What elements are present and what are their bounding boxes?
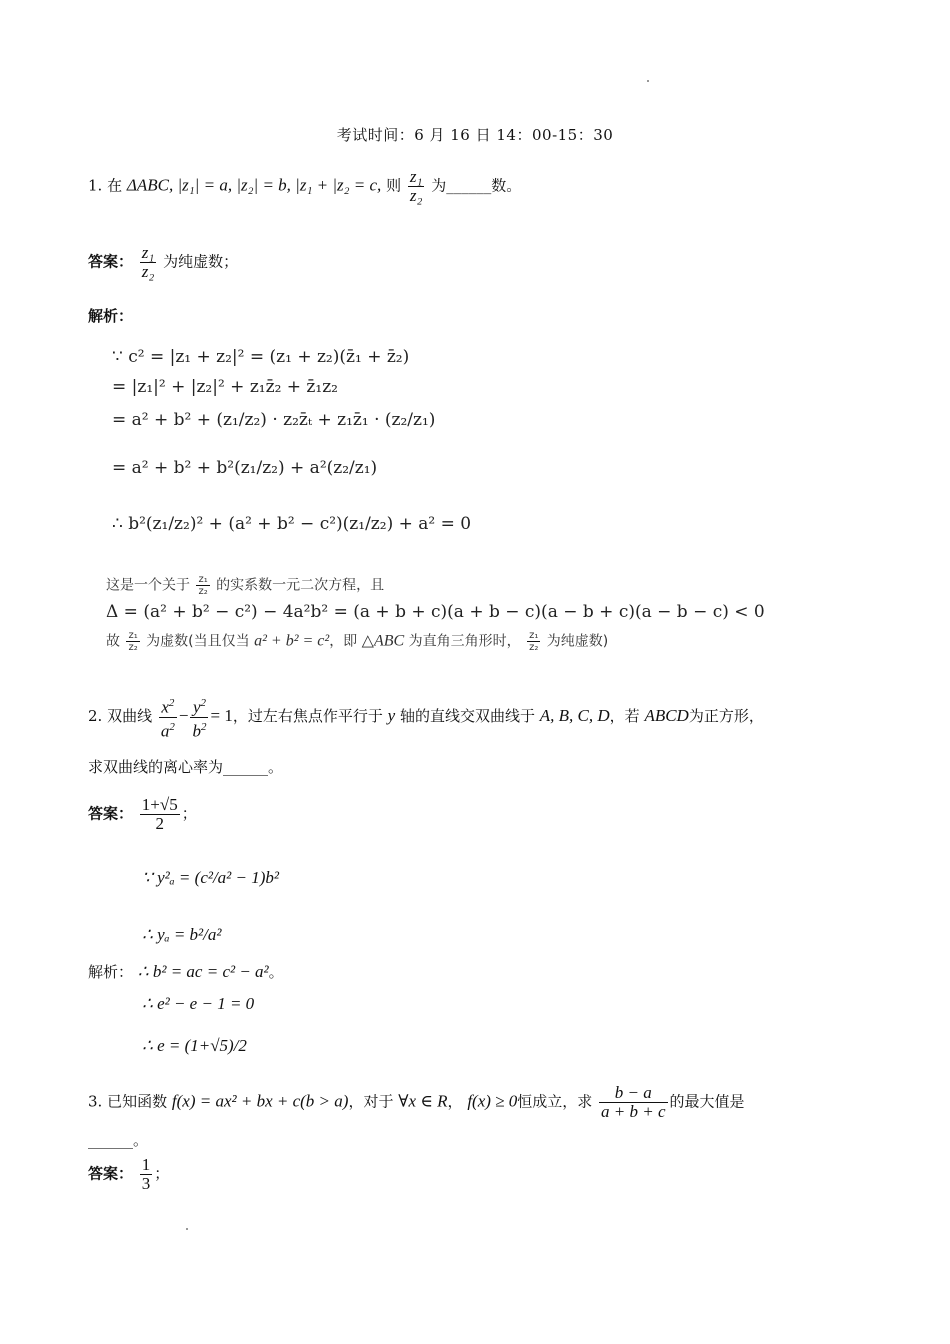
fraction-y2-over-b2 bbox=[190, 694, 208, 740]
fraction-z1-over-z2 bbox=[196, 574, 209, 597]
derivation-line-2: ∴ yₐ = b²/a² bbox=[142, 925, 222, 944]
derivation-line-5: ∴ e = (1+√5)/2 bbox=[142, 1036, 247, 1055]
analysis-note-1 bbox=[106, 574, 384, 597]
punctuation: 。 bbox=[133, 1131, 149, 1149]
question-condition: ΔABC, |z₁| = a, |z₂| = b, |z₁ + |z₂ = c, bbox=[126, 175, 382, 195]
derivation-line-2: = |z₁|² + |z₂|² + z₁z̄₂ + z̄₁z₂ bbox=[112, 377, 338, 397]
numerator: 1 bbox=[141, 1155, 151, 1174]
analysis-label: 解析： bbox=[88, 307, 134, 325]
note-text: 为纯虚数) bbox=[546, 633, 609, 650]
numerator: $y^2$ bbox=[190, 694, 208, 718]
question-text: 为正方形， bbox=[688, 707, 764, 726]
denominator: z₂ bbox=[529, 642, 539, 653]
note-text: 为直角三角形时， bbox=[408, 633, 521, 650]
fraction-z1-over-z2 bbox=[140, 244, 157, 281]
answer-fraction bbox=[140, 1156, 153, 1193]
forall-condition: ∀x ∈ R bbox=[398, 1091, 448, 1111]
denominator: a + b + c bbox=[601, 1102, 666, 1121]
question-text: 数。 bbox=[491, 176, 522, 195]
denominator: z₂ bbox=[198, 586, 208, 597]
answer-blank: ______ bbox=[88, 1131, 133, 1149]
derivation-line-1: ∵ c² = |z₁ + z₂|² = (z₁ + z₂)(z̄₁ + z̄₂) bbox=[112, 347, 410, 367]
note-text: 故 bbox=[106, 633, 120, 650]
equation-tail: = 1 bbox=[210, 706, 233, 726]
function-definition: f(x) = ax² + bx + c(b > a) bbox=[171, 1091, 349, 1111]
question-text: ，对于 bbox=[348, 1092, 394, 1111]
punctuation: ； bbox=[181, 804, 197, 823]
question-text: ，若 bbox=[609, 707, 640, 726]
question-text: 在 bbox=[107, 176, 123, 195]
derivation-line-3: = a² + b² + (z₁/z₂) · z₂z̄ₜ + z₁z̄₁ · (z₂/z₁) bbox=[112, 410, 436, 430]
question-number: 1. bbox=[88, 176, 103, 195]
denominator: 2 bbox=[155, 814, 164, 833]
denominator: $a^2$ bbox=[160, 720, 175, 741]
question-text: 恒成立，求 bbox=[517, 1092, 593, 1111]
question-3 bbox=[88, 1084, 745, 1121]
question-text: 求双曲线的离心率为 bbox=[88, 758, 224, 776]
math-square: ABCD bbox=[644, 706, 689, 726]
math-points: A, B, C, D bbox=[539, 706, 610, 726]
note-math: a² + b² = c² bbox=[254, 632, 330, 650]
question-text: 则 bbox=[386, 176, 402, 195]
fraction-x2-over-a2 bbox=[159, 694, 177, 740]
numerator: z₁ bbox=[409, 167, 423, 186]
fraction-z1-over-z2 bbox=[527, 630, 540, 653]
fraction-z1-over-z2 bbox=[408, 168, 425, 205]
note-text: 的实系数一元二次方程，且 bbox=[216, 577, 385, 594]
note-text: ，即 bbox=[329, 633, 358, 650]
question-2-line-2 bbox=[88, 757, 283, 777]
derivation-line-5: ∴ b²(z₁/z₂)² + (a² + b² − c²)(z₁/z₂) + a² = 0 bbox=[112, 514, 472, 534]
question-text: 。 bbox=[268, 758, 284, 776]
question-number: 2. bbox=[88, 707, 103, 726]
answer-text: 为纯虚数； bbox=[163, 252, 239, 271]
answer-blank: ______ bbox=[446, 176, 492, 195]
numerator: z₁ bbox=[529, 630, 539, 641]
note-text: 这是一个关于 bbox=[106, 577, 190, 594]
answer-blank: ______ bbox=[223, 758, 269, 776]
answer-label: 答案： bbox=[88, 1164, 134, 1183]
question-text: 的最大值是 bbox=[669, 1092, 745, 1111]
numerator: 1+√5 bbox=[141, 795, 178, 814]
inequality: f(x) ≥ 0 bbox=[467, 1091, 518, 1111]
numerator: b − a bbox=[599, 1084, 668, 1103]
question-number: 3. bbox=[88, 1092, 103, 1111]
numerator: $x^2$ bbox=[159, 694, 177, 718]
note-text: 为虚数(当且仅当 bbox=[146, 633, 250, 650]
analysis-2-line-3 bbox=[88, 962, 284, 982]
numerator: z₁ bbox=[198, 574, 208, 585]
question-3-line-2 bbox=[88, 1130, 148, 1150]
question-text: ， bbox=[447, 1092, 463, 1111]
punctuation: 。 bbox=[268, 963, 284, 981]
denominator: z₂ bbox=[141, 262, 155, 281]
derivation-line-4: = a² + b² + b²(z₁/z₂) + a²(z₂/z₁) bbox=[112, 458, 378, 478]
question-text: 已知函数 bbox=[107, 1092, 168, 1111]
question-text: ，过左右焦点作平行于 bbox=[232, 707, 383, 726]
numerator: z₁ bbox=[141, 243, 155, 262]
analysis-note-3 bbox=[106, 630, 608, 653]
denominator: 3 bbox=[141, 1174, 151, 1193]
answer-3 bbox=[88, 1156, 169, 1193]
fraction-z1-over-z2 bbox=[126, 630, 139, 653]
denominator: z₂ bbox=[409, 186, 423, 205]
delta-inequality: Δ = (a² + b² − c²) − 4a²b² = (a + b + c)(a + b − c)(a − b + c)(a − b − c) < 0 bbox=[106, 602, 765, 622]
note-math: △ABC bbox=[361, 632, 405, 650]
question-text: 双曲线 bbox=[107, 707, 153, 726]
answer-1 bbox=[88, 244, 238, 281]
question-text: 轴的直线交双曲线于 bbox=[399, 707, 535, 726]
denominator: z₂ bbox=[128, 642, 138, 653]
denominator: $b^2$ bbox=[192, 720, 207, 741]
derivation-line-1: ∵ y²ₐ = (c²/a² − 1)b² bbox=[142, 868, 280, 887]
math-var: y bbox=[387, 706, 396, 726]
punctuation: ； bbox=[154, 1164, 170, 1183]
scan-speck bbox=[647, 80, 649, 82]
answer-2 bbox=[88, 796, 197, 833]
derivation-line-4: ∴ e² − e − 1 = 0 bbox=[142, 994, 255, 1013]
numerator: z₁ bbox=[128, 630, 138, 641]
answer-fraction bbox=[140, 796, 180, 833]
scan-speck bbox=[186, 1228, 188, 1230]
exam-time-heading: 考试时间：6 月 16 日 14：00-15：30 bbox=[336, 126, 614, 144]
analysis-label: 解析： bbox=[88, 963, 134, 981]
question-text: 为 bbox=[431, 176, 447, 195]
question-1 bbox=[88, 168, 521, 205]
minus-sign: − bbox=[178, 706, 189, 726]
derivation-line-3: ∴ b² = ac = c² − a² bbox=[137, 962, 269, 981]
fraction-expression bbox=[599, 1084, 668, 1121]
answer-label: 答案： bbox=[88, 804, 134, 823]
question-2 bbox=[88, 694, 764, 740]
answer-label: 答案： bbox=[88, 252, 134, 271]
